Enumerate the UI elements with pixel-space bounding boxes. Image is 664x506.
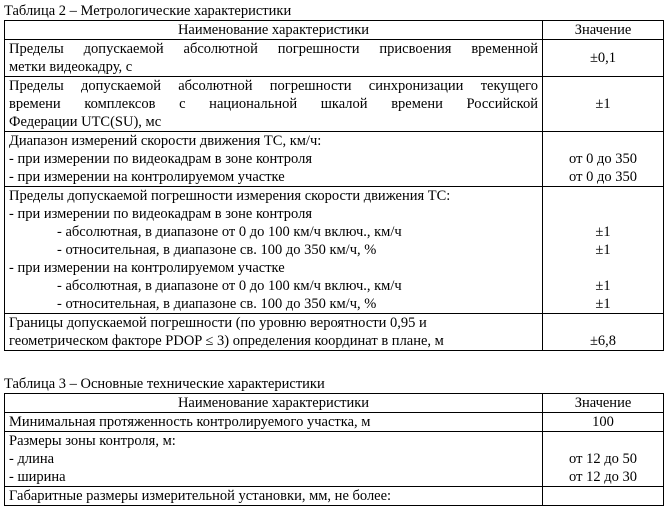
table-row	[5, 77, 664, 132]
value-line: 100	[592, 414, 614, 430]
table-row	[5, 314, 664, 351]
name-line: - относительная, в диапазоне св. 100 до 350 км/ч, %	[57, 296, 377, 312]
name-line: - относительная, в диапазоне св. 100 до 350 км/ч, %	[57, 242, 377, 258]
characteristic-value	[543, 432, 664, 487]
name-line: - ширина	[9, 469, 66, 485]
table2-header-value: Значение	[543, 21, 664, 40]
value-line: ±1	[595, 96, 611, 112]
characteristic-value	[543, 314, 664, 351]
table3-caption: Таблица 3 – Основные технические характеристики	[4, 376, 325, 392]
characteristic-name	[5, 413, 543, 432]
name-line: - при измерении по видеокадрам в зоне контроля	[9, 151, 312, 167]
name-line: времени комплексов с национальной шкалой времени Российской	[9, 96, 538, 112]
name-line: - при измерении по видеокадрам в зоне контроля	[9, 206, 312, 222]
table-row	[5, 413, 664, 432]
value-line: от 12 до 50	[569, 451, 637, 467]
characteristic-name	[5, 314, 543, 351]
value-line: ±1	[595, 278, 611, 294]
characteristic-value	[543, 413, 664, 432]
name-line: - при измерении на контролируемом участке	[9, 169, 285, 185]
value-line: ±1	[595, 224, 611, 240]
value-line: от 0 до 350	[569, 169, 637, 185]
table-row	[5, 432, 664, 487]
table2-metrological	[4, 20, 664, 351]
value-line: от 0 до 350	[569, 151, 637, 167]
table2-caption: Таблица 2 – Метрологические характеристики	[4, 3, 292, 19]
characteristic-name	[5, 132, 543, 187]
characteristic-value	[543, 187, 664, 314]
characteristic-value	[543, 487, 664, 506]
name-line: Габаритные размеры измерительной установки, мм, не более:	[9, 488, 392, 504]
characteristic-name	[5, 187, 543, 314]
table2-header-row	[5, 21, 664, 40]
table3-header-value: Значение	[543, 394, 664, 413]
characteristic-value	[543, 77, 664, 132]
characteristic-name	[5, 432, 543, 487]
characteristic-name	[5, 77, 543, 132]
value-line: ±0,1	[589, 50, 617, 66]
name-line: Федерации UTC(SU), мс	[9, 114, 162, 130]
name-line: - абсолютная, в диапазоне от 0 до 100 км/ч включ., км/ч	[57, 224, 402, 240]
name-line: Диапазон измерений скорости движения ТС, км/ч:	[9, 133, 322, 149]
name-line: - длина	[9, 451, 55, 467]
table3-technical	[4, 393, 664, 506]
table-row	[5, 132, 664, 187]
value-line: ±6,8	[589, 333, 617, 349]
table-row	[5, 187, 664, 314]
characteristic-value	[543, 40, 664, 77]
value-line: ±1	[595, 242, 611, 258]
value-line	[547, 259, 659, 277]
name-line: метки видеокадру, с	[9, 59, 133, 75]
value-line: ±1	[595, 296, 611, 312]
value-line: от 12 до 30	[569, 469, 637, 485]
table-row	[5, 487, 664, 506]
name-line: Пределы допускаемой абсолютной погрешности синхронизации текущего	[9, 78, 538, 94]
name-line: Размеры зоны контроля, м:	[9, 433, 176, 449]
name-line: - абсолютная, в диапазоне от 0 до 100 км/ч включ., км/ч	[57, 278, 402, 294]
table-row	[5, 40, 664, 77]
table2-header-name: Наименование характеристики	[5, 21, 543, 40]
characteristic-name	[5, 487, 543, 506]
table3-header-name: Наименование характеристики	[5, 394, 543, 413]
name-line: Пределы допускаемой погрешности измерения скорости движения ТС:	[9, 188, 451, 204]
name-line: Пределы допускаемой абсолютной погрешности присвоения временной	[9, 41, 538, 57]
characteristic-value	[543, 132, 664, 187]
characteristic-name	[5, 40, 543, 77]
name-line: Минимальная протяженность контролируемого участка, м	[9, 414, 371, 430]
table3-header-row	[5, 394, 664, 413]
name-line: геометрическом факторе PDOP ≤ 3) определения координат в плане, м	[9, 333, 444, 349]
name-line: Границы допускаемой погрешности (по уровню вероятности 0,95 и	[9, 315, 427, 331]
name-line: - при измерении на контролируемом участке	[9, 260, 285, 276]
